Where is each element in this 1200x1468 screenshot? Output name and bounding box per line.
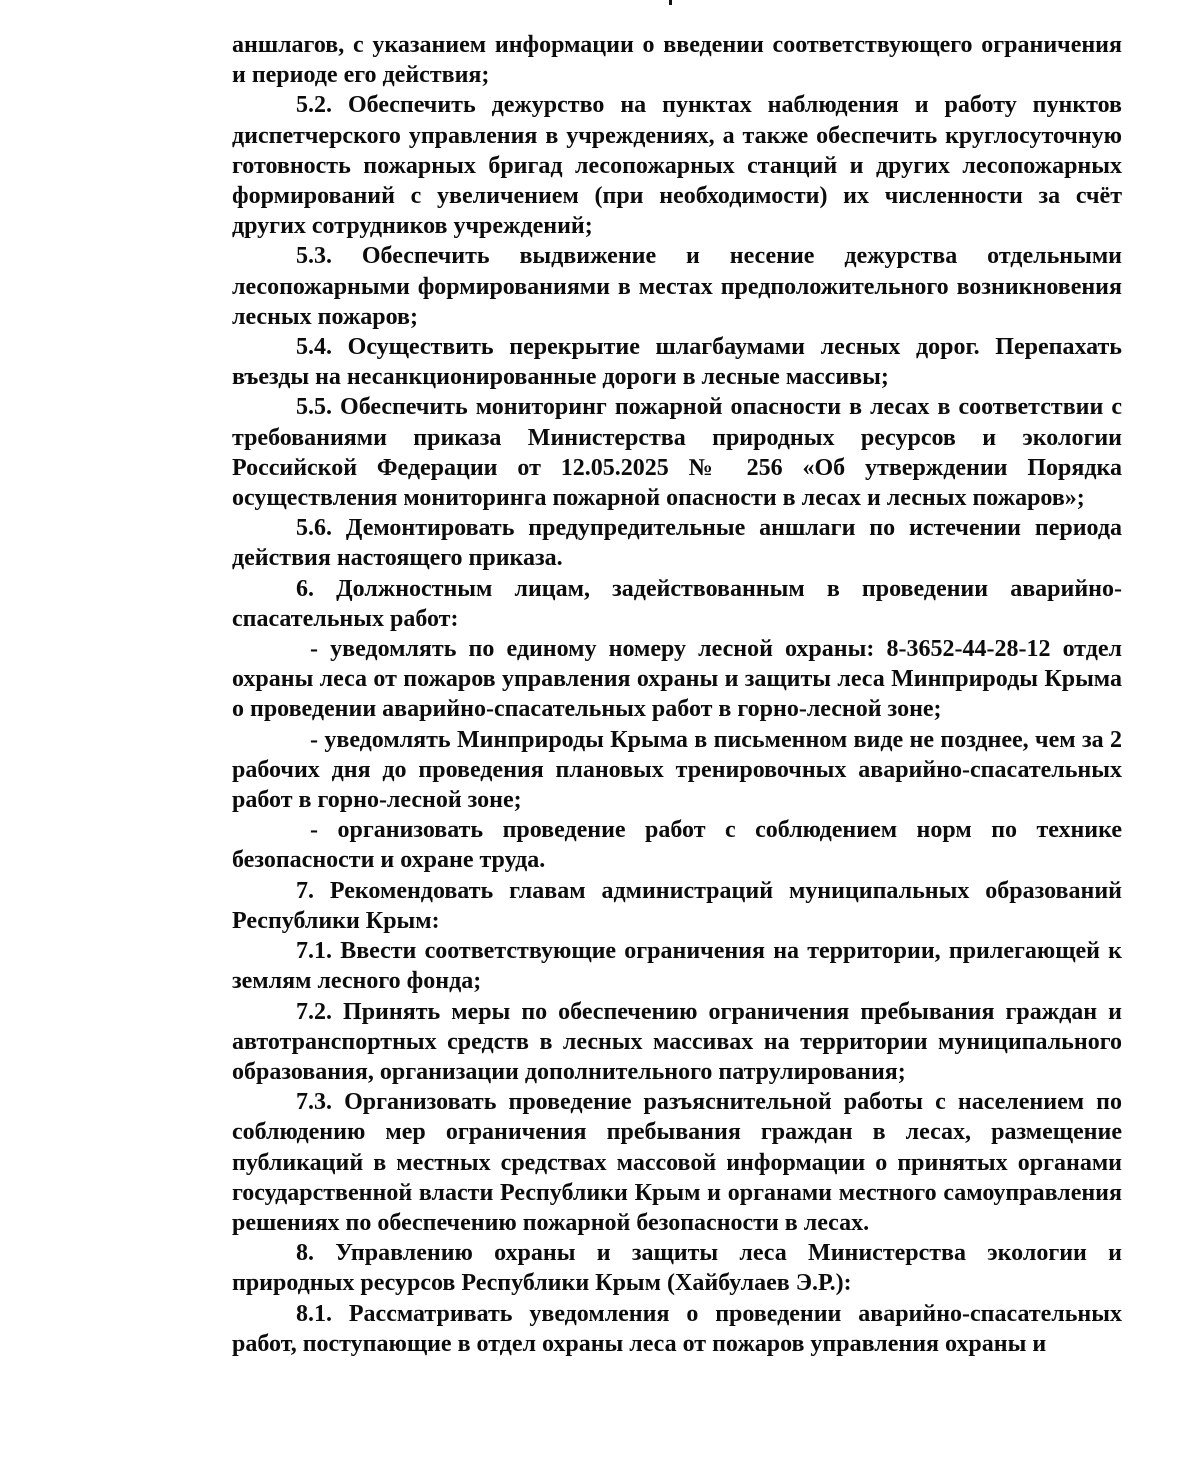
paragraph-5-3: 5.3. Обеспечить выдвижение и несение дежурства отдельными лесопожарными формированиями в местах предположительного возникновения лесных пожаров; [232,243,1122,330]
paragraph-7: 7. Рекомендовать главам администраций муниципальных образований Республики Крым: [232,877,1122,934]
paragraph-7-2: 7.2. Принять меры по обеспечению ограничения пребывания граждан и автотранспортных средств в лесных массивах на территории муниципального образования, организации дополнительного патрулирования; [232,998,1122,1085]
paragraph-5-5: 5.5. Обеспечить мониторинг пожарной опасности в лесах в соответствии с требованиями приказа Министерства природных ресурсов и экологии Российской Федерации от 12.05.2025 № 256 «Об утверждении Порядка осуществления мониторинга пожарной опасности в лесах и лесных пожаров»; [232,394,1122,512]
paragraph-8: 8. Управлению охраны и защиты леса Министерства экологии и природных ресурсов Республики Крым (Хайбулаев Э.Р.): [232,1240,1122,1297]
paragraph-7-1: 7.1. Ввести соответствующие ограничения на территории, прилегающей к землям лесного фонда; [232,938,1122,995]
paragraph-6-item-1: - уведомлять по единому номеру лесной охраны: 8-3652-44-28-12 отдел охраны леса от пожаров управления охраны и защиты леса Минприроды Крыма о проведении аварийно-спасательных работ в горно-лесной зоне; [232,636,1122,723]
document-body [232,30,1122,1359]
paragraph-6-item-2: - уведомлять Минприроды Крыма в письменном виде не позднее, чем за 2 рабочих дня до проведения плановых тренировочных аварийно-спасательных работ в горно-лесной зоне; [232,726,1122,814]
paragraph-6-item-3: - организовать проведение работ с соблюдением норм по технике безопасности и охране труда. [232,817,1122,874]
paragraph-continuation: аншлагов, с указанием информации о введении соответствующего ограничения и периоде его действия; [232,32,1122,89]
paragraph-5-4: 5.4. Осуществить перекрытие шлагбаумами лесных дорог. Перепахать въезды на несанкционированные дороги в лесные массивы; [232,334,1122,391]
paragraph-7-3: 7.3. Организовать проведение разъяснительной работы с населением по соблюдению мер ограничения пребывания граждан в лесах, размещение публикаций в местных средствах массовой информации о принятых органами государственной власти Республики Крым и органами местного самоуправления решениях по обеспечению пожарной безопасности в лесах. [232,1089,1122,1236]
paragraph-8-1: 8.1. Рассматривать уведомления о проведении аварийно-спасательных работ, поступающие в отдел охраны леса от пожаров управления охраны и [232,1300,1122,1357]
paragraph-5-6: 5.6. Демонтировать предупредительные аншлаги по истечении периода действия настоящего приказа. [232,515,1122,572]
paragraph-5-2: 5.2. Обеспечить дежурство на пунктах наблюдения и работу пунктов диспетчерского управления в учреждениях, а также обеспечить круглосуточную готовность пожарных бригад лесопожарных станций и других лесопожарных формирований с увеличением (при необходимости) их численности за счёт других сотрудников учреждений; [232,92,1122,240]
page-top-mark [669,0,672,5]
paragraph-6: 6. Должностным лицам, задействованным в проведении аварийно-спасательных работ: [232,575,1122,632]
